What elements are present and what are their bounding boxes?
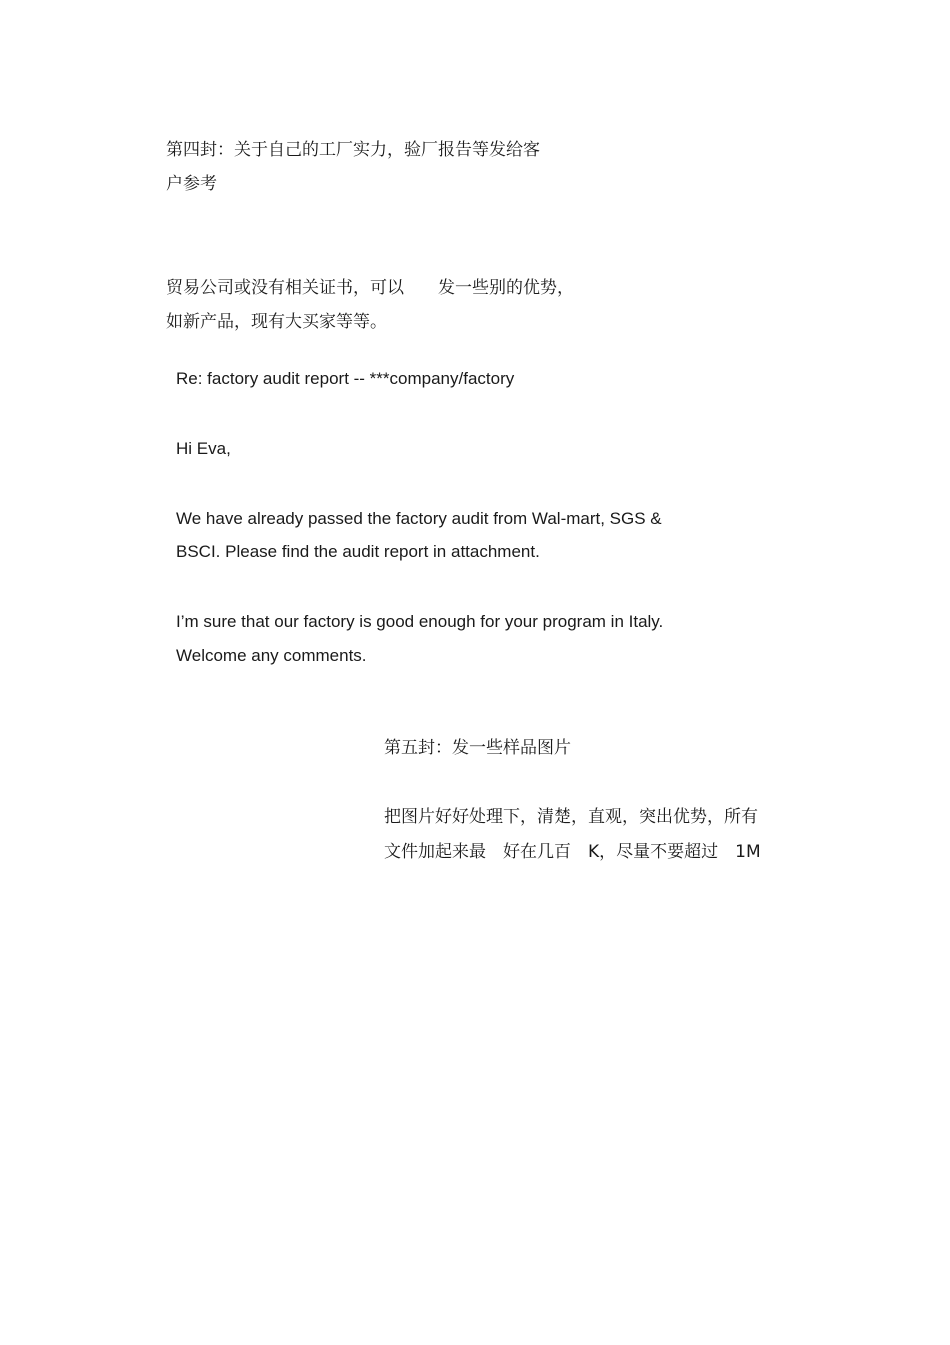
email-greeting: Hi Eva,	[176, 439, 231, 458]
section4-note-line1: 贸易公司或没有相关证书，可以 发一些别的优势，	[166, 278, 574, 298]
section5-title: 第五封：发一些样品图片	[384, 738, 571, 758]
email-paragraph2-line2: Welcome any comments.	[176, 646, 367, 665]
section5-note-line1: 把图片好好处理下，清楚，直观，突出优势，所有	[384, 807, 758, 827]
email-paragraph1-line2: BSCI. Please find the audit report in attachment.	[176, 542, 540, 561]
email-paragraph1-line1: We have already passed the factory audit from Wal-mart, SGS &	[176, 509, 662, 528]
section5-note-line2: 文件加起来最 好在几百 K，尽量不要超过 1M	[384, 842, 761, 862]
email-subject: Re: factory audit report -- ***company/factory	[176, 369, 515, 388]
email-paragraph2-line1: I’m sure that our factory is good enough for your program in Italy.	[176, 612, 664, 631]
section4-title-line1: 第四封：关于自己的工厂实力，验厂报告等发给客	[166, 140, 540, 160]
section4-note-line2: 如新产品，现有大买家等等。	[166, 312, 387, 332]
section4-title-line2: 户参考	[166, 174, 217, 194]
